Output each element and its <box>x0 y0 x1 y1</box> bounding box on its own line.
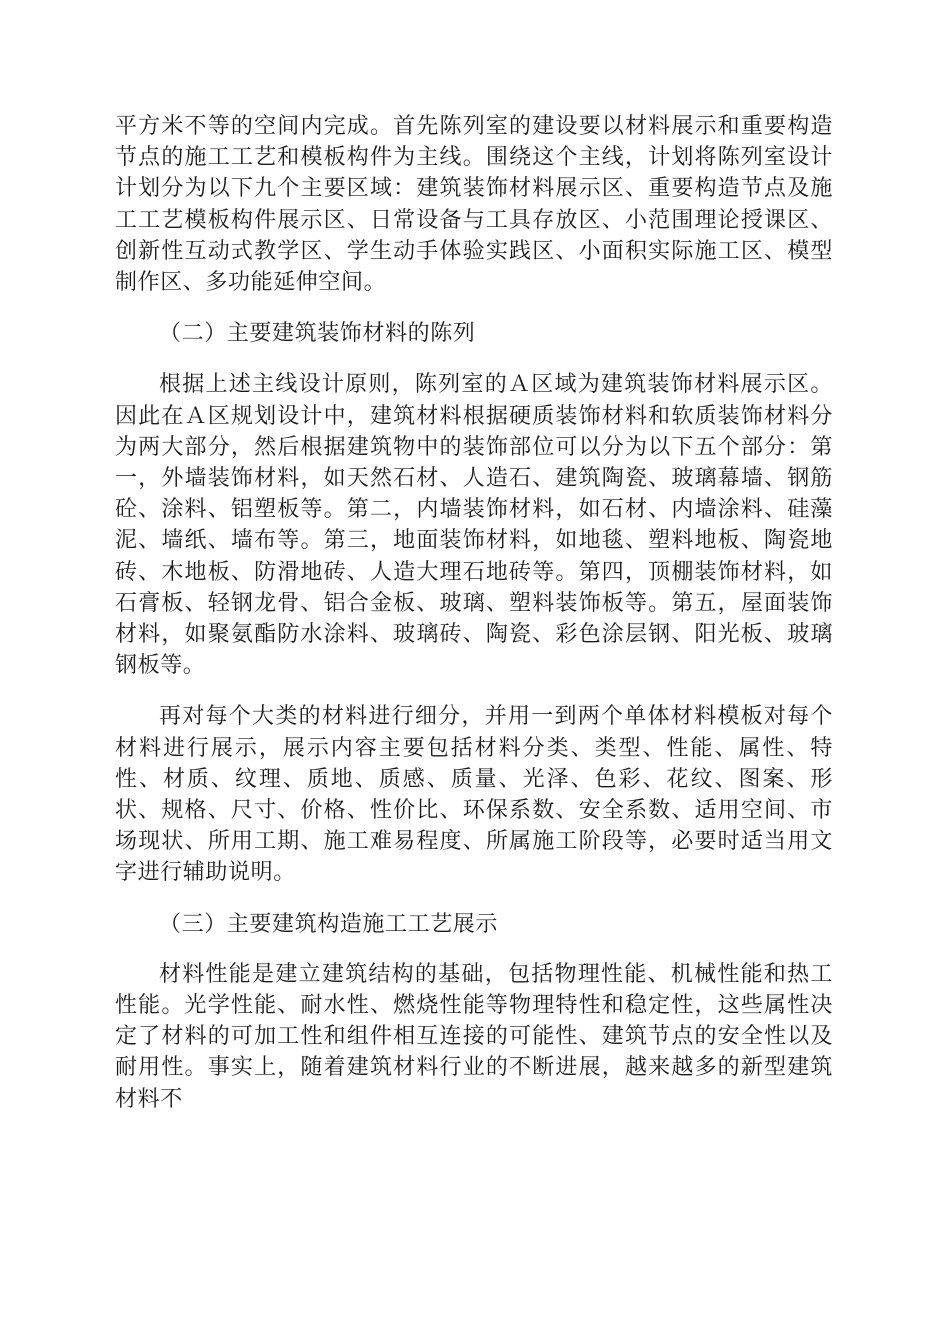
paragraph-material-display: 根据上述主线设计原则，陈列室的Ａ区域为建筑装饰材料展示区。因此在Ａ区规划设计中，建筑材料根据硬质装饰材料和软质装饰材料分为两大部分，然后根据建筑物中的装饰部位可以分为以下五个部分：第一，外墙装饰材料，如天然石材、人造石、建筑陶瓷、玻璃幕墙、钢筋砼、涂料、铝塑板等。第二，内墙装饰材料，如石材、内墙涂料、硅藻泥、墙纸、墙布等。第三，地面装饰材料，如地毯、塑料地板、陶瓷地砖、木地板、防滑地砖、人造大理石地砖等。第四，顶棚装饰材料，如石膏板、轻钢龙骨、铝合金板、玻璃、塑料装饰板等。第五，屋面装饰材料，如聚氨酯防水涂料、玻璃砖、陶瓷、彩色涂层钢、阳光板、玻璃钢板等。 <box>115 372 833 679</box>
section-heading-construction: （三）主要建筑构造施工工艺展示 <box>159 911 499 937</box>
paragraph-material-performance: 材料性能是建立建筑结构的基础，包括物理性能、机械性能和热工性能。光学性能、耐水性、燃烧性能等物理特性和稳定性，这些属性决定了材料的可加工性和组件相互连接的可能性、建筑节点的安全性以及耐用性。事实上，随着建筑材料行业的不断进展，越来越多的新型建筑材料不 <box>115 961 833 1112</box>
document-page <box>115 111 833 1115</box>
paragraph-material-details: 再对每个大类的材料进行细分，并用一到两个单体材料模板对每个材料进行展示，展示内容主要包括材料分类、类型、性能、属性、特性、材质、纹理、质地、质感、质量、光泽、色彩、花纹、图案、形状、规格、尺寸、价格、性价比、环保系数、安全系数、适用空间、市场现状、所用工期、施工难易程度、所属施工阶段等，必要时适当用文字进行辅助说明。 <box>115 704 833 886</box>
paragraph-zones: 平方米不等的空间内完成。首先陈列室的建设要以材料展示和重要构造节点的施工工艺和模板构件为主线。围绕这个主线，计划将陈列室设计计划分为以下九个主要区域：建筑装饰材料展示区、重要构造节点及施工工艺模板构件展示区、日常设备与工具存放区、小范围理论授课区、创新性互动式教学区、学生动手体验实践区、小面积实际施工区、模型制作区、多功能延伸空间。 <box>115 114 833 296</box>
section-heading-materials: （二）主要建筑装饰材料的陈列 <box>159 321 476 347</box>
